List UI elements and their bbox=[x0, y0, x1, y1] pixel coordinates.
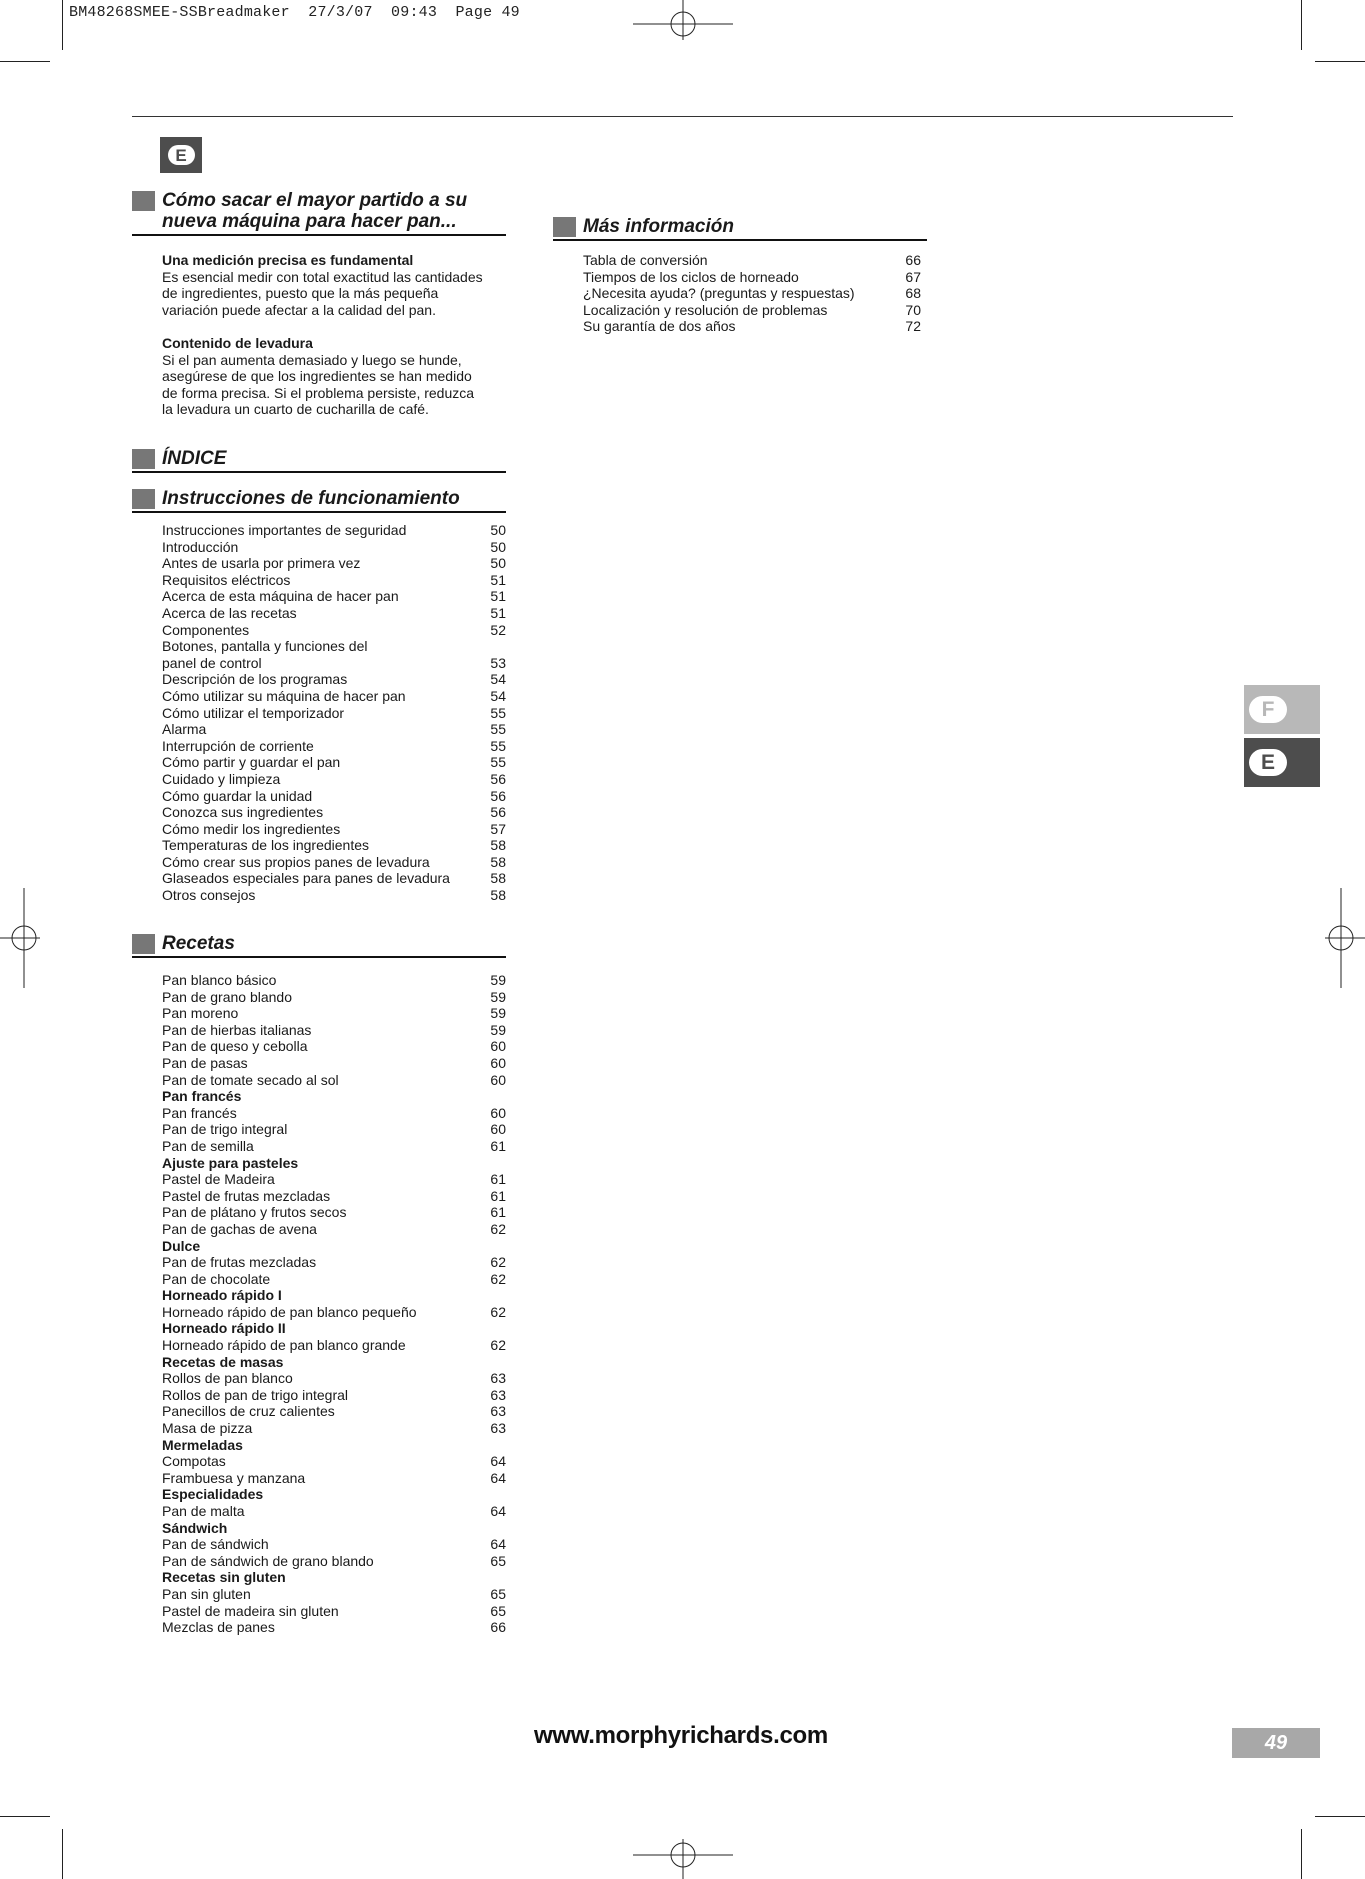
toc-page bbox=[484, 1088, 506, 1105]
toc-label: Pan sin gluten bbox=[162, 1585, 251, 1602]
toc-page: 62 bbox=[490, 1337, 506, 1354]
toc-row bbox=[162, 1603, 506, 1620]
toc-page: 50 bbox=[490, 522, 506, 538]
registration-mark-right bbox=[1325, 888, 1365, 988]
toc-page: 63 bbox=[490, 1370, 506, 1387]
toc-label: Pan francés bbox=[162, 1088, 242, 1105]
toc-row bbox=[162, 588, 506, 605]
toc-category bbox=[162, 1486, 506, 1503]
toc-page: 59 bbox=[490, 1021, 506, 1038]
toc-row bbox=[583, 285, 921, 302]
toc-page: 65 bbox=[490, 1552, 506, 1569]
crop-mark bbox=[62, 0, 63, 50]
toc-row bbox=[162, 1171, 506, 1188]
toc-row bbox=[162, 804, 506, 821]
toc-label: Acerca de esta máquina de hacer pan bbox=[162, 588, 399, 605]
toc-row bbox=[162, 1055, 506, 1072]
toc-label: Recetas de masas bbox=[162, 1353, 284, 1370]
toc-page: 59 bbox=[490, 972, 506, 988]
toc-label: Rollos de pan blanco bbox=[162, 1370, 293, 1387]
toc-label: Ajuste para pasteles bbox=[162, 1154, 299, 1171]
toc-row bbox=[162, 1221, 506, 1238]
tip-text: asegúrese de que los ingredientes se han medido bbox=[162, 368, 472, 385]
toc-row bbox=[162, 771, 506, 788]
toc-label: Componentes bbox=[162, 621, 250, 638]
section-square-icon bbox=[132, 489, 155, 509]
recipes-title: Recetas bbox=[162, 933, 235, 954]
toc-row bbox=[162, 1470, 506, 1487]
toc-page bbox=[484, 1354, 506, 1371]
toc-row bbox=[162, 738, 506, 755]
recipes-section bbox=[132, 933, 506, 1636]
toc-label: Conozca sus ingredientes bbox=[162, 804, 324, 821]
toc-page: 58 bbox=[490, 887, 506, 904]
tip-text: variación puede afectar a la calidad del pan. bbox=[162, 301, 436, 318]
toc-page: 60 bbox=[490, 1121, 506, 1138]
toc-row bbox=[162, 1072, 506, 1089]
toc-row bbox=[162, 1105, 506, 1122]
toc-row bbox=[162, 705, 506, 722]
recipes-list bbox=[132, 958, 506, 1636]
section-square-icon bbox=[132, 934, 155, 954]
toc-row bbox=[162, 539, 506, 556]
toc-page: 70 bbox=[905, 301, 921, 318]
toc-row bbox=[162, 721, 506, 738]
toc-category bbox=[162, 1437, 506, 1454]
toc-label: Descripción de los programas bbox=[162, 671, 348, 688]
toc-label: Instrucciones importantes de seguridad bbox=[162, 522, 407, 538]
toc-page: 60 bbox=[490, 1104, 506, 1121]
more-info-heading bbox=[553, 216, 927, 241]
toc-label: Pan de grano blando bbox=[162, 988, 292, 1005]
toc-label: Pastel de Madeira bbox=[162, 1171, 275, 1188]
section-square-icon bbox=[553, 217, 576, 237]
toc-label: Pan de semilla bbox=[162, 1137, 254, 1154]
toc-row bbox=[583, 302, 921, 319]
toc-row bbox=[162, 655, 506, 672]
toc-page: 66 bbox=[490, 1619, 506, 1636]
toc-label: Pan de queso y cebolla bbox=[162, 1038, 308, 1055]
toc-row bbox=[162, 870, 506, 887]
tips-section bbox=[132, 190, 506, 418]
toc-row bbox=[583, 318, 921, 335]
toc-label: Horneado rápido de pan blanco grande bbox=[162, 1337, 406, 1354]
toc-category bbox=[162, 1569, 506, 1586]
toc-row bbox=[162, 754, 506, 771]
tip-heading: Una medición precisa es fundamental bbox=[162, 252, 414, 268]
recipes-heading bbox=[132, 933, 506, 958]
toc-page: 64 bbox=[490, 1469, 506, 1486]
toc-row bbox=[162, 1453, 506, 1470]
side-tab-e[interactable] bbox=[1244, 738, 1320, 787]
toc-page: 58 bbox=[490, 837, 506, 854]
toc-page: 56 bbox=[490, 770, 506, 787]
toc-row bbox=[162, 1254, 506, 1271]
toc-category bbox=[162, 1088, 506, 1105]
toc-label: Horneado rápido II bbox=[162, 1320, 286, 1337]
toc-row bbox=[162, 1420, 506, 1437]
toc-label: ¿Necesita ayuda? (preguntas y respuestas) bbox=[583, 285, 855, 302]
toc-label: Glaseados especiales para panes de levadura bbox=[162, 870, 450, 887]
crop-mark bbox=[0, 1816, 50, 1817]
toc-page: 61 bbox=[490, 1187, 506, 1204]
toc-page: 65 bbox=[490, 1585, 506, 1602]
tip-text: de forma precisa. Si el problema persiste, reduzca bbox=[162, 384, 475, 401]
toc-label: Horneado rápido I bbox=[162, 1287, 282, 1304]
toc-label: Dulce bbox=[162, 1237, 201, 1254]
toc-page: 63 bbox=[490, 1420, 506, 1437]
toc-label: Otros consejos bbox=[162, 887, 256, 904]
toc-category bbox=[162, 1520, 506, 1537]
toc-page: 62 bbox=[490, 1220, 506, 1237]
crop-mark bbox=[1315, 1816, 1365, 1817]
instructions-list bbox=[132, 513, 506, 904]
index-title: ÍNDICE bbox=[162, 448, 227, 469]
toc-label: Pan de pasas bbox=[162, 1054, 248, 1071]
toc-row bbox=[162, 989, 506, 1006]
toc-row bbox=[162, 1022, 506, 1039]
toc-page: 58 bbox=[490, 870, 506, 887]
toc-row bbox=[162, 1586, 506, 1603]
toc-page bbox=[484, 1287, 506, 1304]
toc-label: Introducción bbox=[162, 538, 239, 555]
toc-label: Cómo guardar la unidad bbox=[162, 787, 313, 804]
toc-row bbox=[162, 1121, 506, 1138]
crop-mark bbox=[0, 61, 50, 62]
toc-row bbox=[583, 269, 921, 286]
toc-label: Localización y resolución de problemas bbox=[583, 301, 828, 318]
toc-label: Pan de malta bbox=[162, 1503, 245, 1519]
toc-category bbox=[162, 1287, 506, 1304]
toc-row bbox=[162, 1370, 506, 1387]
tip-text: Es esencial medir con total exactitud las cantidades bbox=[162, 268, 483, 285]
toc-row bbox=[162, 522, 506, 539]
toc-label: Pastel de madeira sin gluten bbox=[162, 1602, 339, 1619]
toc-label: Pan de hierbas italianas bbox=[162, 1021, 312, 1038]
more-info-title: Más información bbox=[583, 216, 734, 237]
toc-label: Pan de trigo integral bbox=[162, 1121, 288, 1138]
toc-row bbox=[162, 837, 506, 854]
toc-page: 59 bbox=[490, 1005, 506, 1022]
toc-page: 68 bbox=[905, 285, 921, 302]
toc-category bbox=[162, 1238, 506, 1255]
language-badge bbox=[160, 137, 202, 173]
toc-label: Interrupción de corriente bbox=[162, 737, 314, 754]
toc-label: Su garantía de dos años bbox=[583, 318, 736, 335]
toc-row bbox=[162, 1619, 506, 1636]
toc-label: Tabla de conversión bbox=[583, 252, 708, 268]
toc-label: Panecillos de cruz calientes bbox=[162, 1403, 335, 1420]
toc-page bbox=[484, 1569, 506, 1586]
toc-page: 63 bbox=[490, 1386, 506, 1403]
toc-page bbox=[484, 1320, 506, 1337]
toc-row bbox=[162, 1271, 506, 1288]
tips-title-line1: Cómo sacar el mayor partido a su bbox=[162, 190, 468, 211]
website-url: www.morphyrichards.com bbox=[534, 1722, 828, 1749]
top-rule bbox=[132, 116, 1233, 117]
toc-page: 54 bbox=[490, 687, 506, 704]
toc-page: 60 bbox=[490, 1071, 506, 1088]
toc-row bbox=[162, 1337, 506, 1354]
toc-page: 67 bbox=[905, 268, 921, 285]
index-section bbox=[132, 448, 506, 473]
toc-page: 56 bbox=[490, 787, 506, 804]
toc-category bbox=[162, 1354, 506, 1371]
toc-label: Pan de chocolate bbox=[162, 1270, 271, 1287]
toc-page bbox=[484, 1238, 506, 1255]
toc-page: 63 bbox=[490, 1403, 506, 1420]
toc-label: Pan de tomate secado al sol bbox=[162, 1071, 339, 1088]
toc-label: Cómo partir y guardar el pan bbox=[162, 754, 341, 771]
toc-page: 61 bbox=[490, 1137, 506, 1154]
toc-page: 59 bbox=[490, 988, 506, 1005]
toc-row bbox=[162, 1204, 506, 1221]
toc-label: Pan de sándwich de grano blando bbox=[162, 1552, 374, 1569]
instructions-section bbox=[132, 488, 506, 904]
toc-label: Acerca de las recetas bbox=[162, 604, 297, 621]
toc-page: 50 bbox=[490, 538, 506, 555]
toc-page: 64 bbox=[490, 1453, 506, 1470]
tip-text: la levadura un cuarto de cucharilla de café. bbox=[162, 401, 429, 418]
toc-label: Pan de gachas de avena bbox=[162, 1220, 317, 1237]
toc-label: Temperaturas de los ingredientes bbox=[162, 837, 370, 854]
section-square-icon bbox=[132, 191, 155, 211]
page-number: 49 bbox=[1232, 1728, 1320, 1758]
toc-page: 52 bbox=[490, 621, 506, 638]
toc-label: Frambuesa y manzana bbox=[162, 1469, 306, 1486]
toc-page: 50 bbox=[490, 555, 506, 572]
toc-page: 64 bbox=[490, 1536, 506, 1553]
toc-row bbox=[162, 555, 506, 572]
section-square-icon bbox=[132, 449, 155, 469]
toc-label: Compotas bbox=[162, 1453, 226, 1470]
instructions-heading bbox=[132, 488, 506, 513]
toc-label: Pan moreno bbox=[162, 1005, 239, 1022]
toc-label: Requisitos eléctricos bbox=[162, 571, 291, 588]
more-info-list bbox=[553, 241, 927, 335]
toc-category bbox=[162, 1155, 506, 1172]
registration-mark-left bbox=[0, 888, 40, 988]
registration-mark-top bbox=[633, 0, 733, 40]
toc-page: 62 bbox=[490, 1254, 506, 1271]
toc-page: 61 bbox=[490, 1204, 506, 1221]
toc-label: Cuidado y limpieza bbox=[162, 770, 281, 787]
toc-label: Alarma bbox=[162, 721, 207, 738]
toc-row bbox=[162, 1503, 506, 1520]
crop-mark bbox=[62, 1829, 63, 1879]
toc-label: Horneado rápido de pan blanco pequeño bbox=[162, 1303, 417, 1320]
toc-label: Tiempos de los ciclos de horneado bbox=[583, 268, 799, 285]
toc-page bbox=[484, 1486, 506, 1503]
registration-mark-bottom bbox=[633, 1839, 733, 1879]
toc-page: 72 bbox=[905, 318, 921, 335]
toc-label: panel de control bbox=[162, 654, 262, 671]
tip-text: de ingredientes, puesto que la más pequeña bbox=[162, 285, 439, 302]
toc-page: 51 bbox=[490, 604, 506, 621]
toc-category bbox=[162, 1320, 506, 1337]
toc-label: Sándwich bbox=[162, 1519, 228, 1536]
toc-page bbox=[484, 1520, 506, 1537]
toc-page: 54 bbox=[490, 671, 506, 688]
toc-page: 51 bbox=[490, 588, 506, 605]
toc-label: Mezclas de panes bbox=[162, 1619, 275, 1636]
toc-page: 66 bbox=[905, 252, 921, 268]
toc-row bbox=[162, 1005, 506, 1022]
toc-page: 55 bbox=[490, 704, 506, 721]
toc-page: 61 bbox=[490, 1171, 506, 1188]
toc-label: Masa de pizza bbox=[162, 1420, 253, 1437]
toc-page: 62 bbox=[490, 1303, 506, 1320]
toc-page: 56 bbox=[490, 804, 506, 821]
toc-row bbox=[162, 1138, 506, 1155]
toc-page: 55 bbox=[490, 721, 506, 738]
crop-mark bbox=[1301, 1829, 1302, 1879]
toc-label: Pan de plátano y frutos secos bbox=[162, 1204, 347, 1221]
tips-heading bbox=[132, 190, 506, 236]
toc-page: 60 bbox=[490, 1038, 506, 1055]
toc-page bbox=[484, 638, 506, 655]
toc-page: 55 bbox=[490, 754, 506, 771]
toc-label: Cómo utilizar su máquina de hacer pan bbox=[162, 687, 406, 704]
toc-page: 55 bbox=[490, 737, 506, 754]
toc-page: 58 bbox=[490, 853, 506, 870]
crop-mark bbox=[1301, 0, 1302, 50]
toc-row bbox=[162, 572, 506, 589]
toc-label: Pan de sándwich bbox=[162, 1536, 269, 1553]
toc-row bbox=[162, 887, 506, 904]
toc-row bbox=[162, 1403, 506, 1420]
toc-row bbox=[162, 1387, 506, 1404]
toc-label: Pan francés bbox=[162, 1104, 237, 1121]
toc-label: Especialidades bbox=[162, 1486, 264, 1503]
print-slug: BM48268SMEE-SSBreadmaker 27/3/07 09:43 Page 49 bbox=[69, 4, 520, 21]
toc-label: Pan de frutas mezcladas bbox=[162, 1254, 317, 1271]
toc-label: Pastel de frutas mezcladas bbox=[162, 1187, 331, 1204]
toc-page bbox=[484, 1155, 506, 1172]
toc-row bbox=[162, 972, 506, 989]
toc-label: Cómo medir los ingredientes bbox=[162, 820, 341, 837]
toc-label: Rollos de pan de trigo integral bbox=[162, 1386, 349, 1403]
toc-page: 64 bbox=[490, 1503, 506, 1519]
toc-row bbox=[162, 821, 506, 838]
toc-row bbox=[583, 252, 921, 269]
toc-row bbox=[162, 622, 506, 639]
toc-label: Pan blanco básico bbox=[162, 972, 277, 988]
side-tab-e-label: E bbox=[1249, 749, 1287, 776]
toc-page: 60 bbox=[490, 1054, 506, 1071]
toc-row bbox=[162, 671, 506, 688]
side-tab-f-label: F bbox=[1249, 696, 1287, 723]
toc-label: Cómo crear sus propios panes de levadura bbox=[162, 853, 430, 870]
index-heading bbox=[132, 448, 506, 473]
tip-text: Si el pan aumenta demasiado y luego se hunde, bbox=[162, 351, 462, 368]
toc-label: Botones, pantalla y funciones del bbox=[162, 638, 368, 655]
toc-label: Mermeladas bbox=[162, 1436, 243, 1453]
toc-row bbox=[162, 1188, 506, 1205]
toc-row bbox=[162, 605, 506, 622]
toc-row bbox=[162, 1038, 506, 1055]
toc-label: Antes de usarla por primera vez bbox=[162, 555, 361, 572]
side-tab-f[interactable] bbox=[1244, 685, 1320, 734]
crop-mark bbox=[1315, 61, 1365, 62]
toc-page: 62 bbox=[490, 1270, 506, 1287]
toc-row bbox=[162, 638, 506, 655]
toc-page: 65 bbox=[490, 1602, 506, 1619]
language-badge-label: E bbox=[168, 145, 195, 165]
toc-row bbox=[162, 688, 506, 705]
tip-heading: Contenido de levadura bbox=[162, 334, 313, 351]
toc-label: Recetas sin gluten bbox=[162, 1569, 286, 1586]
toc-row bbox=[162, 1553, 506, 1570]
toc-row bbox=[162, 1536, 506, 1553]
toc-row bbox=[162, 788, 506, 805]
toc-label: Cómo utilizar el temporizador bbox=[162, 704, 345, 721]
tips-title-line2: nueva máquina para hacer pan... bbox=[162, 211, 457, 232]
more-info-section bbox=[553, 216, 927, 335]
instructions-title: Instrucciones de funcionamiento bbox=[162, 488, 460, 509]
toc-page bbox=[484, 1437, 506, 1454]
toc-row bbox=[162, 1304, 506, 1321]
toc-row bbox=[162, 854, 506, 871]
toc-page: 51 bbox=[490, 571, 506, 588]
toc-page: 53 bbox=[490, 654, 506, 671]
toc-page: 57 bbox=[490, 820, 506, 837]
